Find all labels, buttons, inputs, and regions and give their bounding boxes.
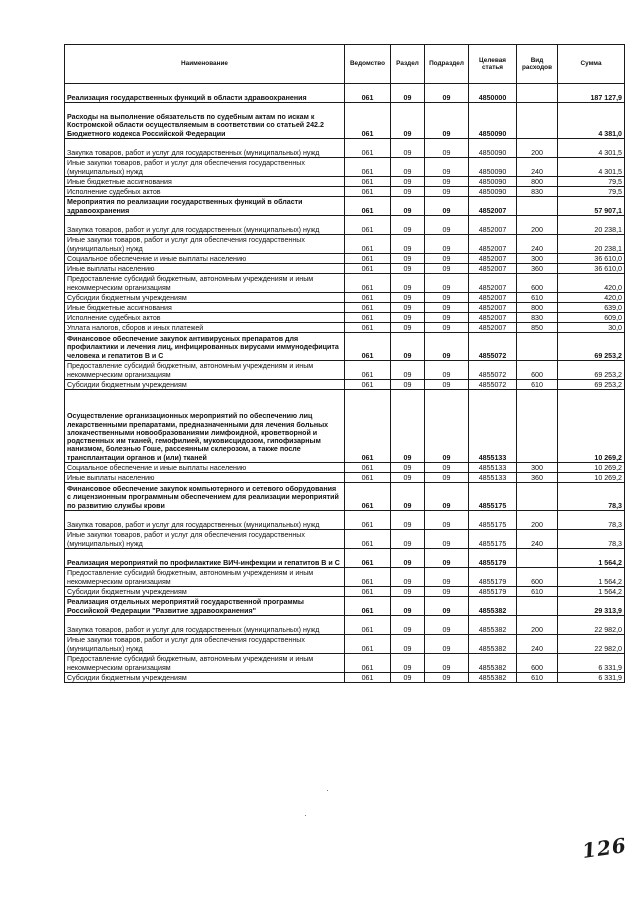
cell-summa: 57 907,1 [558,197,625,216]
cell-vedomstvo: 061 [345,235,391,254]
cell-name: Субсидии бюджетным учреждениям [65,380,345,390]
cell-vedomstvo: 061 [345,177,391,187]
cell-name: Реализация отдельных мероприятий государственной программы Российской Федерации "Развитие здравоохранения" [65,597,345,616]
cell-podrazdel: 09 [425,177,469,187]
cell-razdel: 09 [391,390,425,463]
cell-podrazdel: 09 [425,390,469,463]
cell-vid-raskhodov: 800 [517,303,558,313]
cell-razdel: 09 [391,380,425,390]
cell-vedomstvo: 061 [345,673,391,683]
table-row [65,103,625,139]
cell-celevaya-statya: 4855179 [469,549,517,568]
cell-summa: 78,3 [558,483,625,511]
cell-podrazdel: 09 [425,264,469,274]
cell-podrazdel: 09 [425,597,469,616]
table-row [65,473,625,483]
cell-razdel: 09 [391,673,425,683]
table-row [65,323,625,333]
cell-vid-raskhodov: 600 [517,654,558,673]
cell-vedomstvo: 061 [345,616,391,635]
table-row [65,235,625,254]
cell-razdel: 09 [391,158,425,177]
table-row [65,254,625,264]
cell-celevaya-statya: 4855179 [469,587,517,597]
header-name: Наименование [65,45,345,84]
cell-celevaya-statya: 4850090 [469,103,517,139]
cell-razdel: 09 [391,635,425,654]
table-body [65,84,625,683]
cell-vedomstvo: 061 [345,216,391,235]
cell-summa: 78,3 [558,511,625,530]
cell-celevaya-statya: 4855072 [469,380,517,390]
cell-podrazdel: 09 [425,303,469,313]
cell-vedomstvo: 061 [345,361,391,380]
cell-celevaya-statya: 4855072 [469,361,517,380]
cell-celevaya-statya: 4850090 [469,139,517,158]
cell-razdel: 09 [391,254,425,264]
cell-vid-raskhodov: 600 [517,361,558,380]
table-row [65,390,625,463]
cell-name: Иные закупки товаров, работ и услуг для обеспечения государственных (муниципальных) нужд [65,635,345,654]
cell-vedomstvo: 061 [345,264,391,274]
cell-summa: 20 238,1 [558,235,625,254]
cell-summa: 609,0 [558,313,625,323]
cell-vid-raskhodov: 610 [517,380,558,390]
cell-summa: 6 331,9 [558,654,625,673]
cell-razdel: 09 [391,293,425,303]
cell-name: Мероприятия по реализации государственных функций в области здравоохранения [65,197,345,216]
cell-vedomstvo: 061 [345,380,391,390]
cell-celevaya-statya: 4855179 [469,568,517,587]
scan-speck [327,790,328,791]
cell-podrazdel: 09 [425,511,469,530]
cell-name: Исполнение судебных актов [65,187,345,197]
cell-razdel: 09 [391,139,425,158]
cell-razdel: 09 [391,597,425,616]
cell-vedomstvo: 061 [345,293,391,303]
cell-podrazdel: 09 [425,333,469,361]
cell-summa: 36 610,0 [558,264,625,274]
cell-celevaya-statya: 4852007 [469,235,517,254]
cell-vedomstvo: 061 [345,568,391,587]
cell-name: Иные бюджетные ассигнования [65,177,345,187]
cell-vedomstvo: 061 [345,333,391,361]
table-row [65,483,625,511]
cell-name: Иные закупки товаров, работ и услуг для обеспечения государственных (муниципальных) нужд [65,158,345,177]
cell-name: Закупка товаров, работ и услуг для государственных (муниципальных) нужд [65,511,345,530]
cell-summa: 10 269,2 [558,473,625,483]
cell-podrazdel: 09 [425,380,469,390]
table-row [65,635,625,654]
table-row [65,549,625,568]
cell-name: Закупка товаров, работ и услуг для государственных (муниципальных) нужд [65,216,345,235]
cell-razdel: 09 [391,103,425,139]
cell-podrazdel: 09 [425,274,469,293]
cell-celevaya-statya: 4855382 [469,616,517,635]
table-header-row [65,45,625,84]
cell-summa: 1 564,2 [558,549,625,568]
cell-name: Реализация государственных функций в области здравоохранения [65,84,345,103]
table-row [65,264,625,274]
cell-name: Уплата налогов, сборов и иных платежей [65,323,345,333]
table-row [65,216,625,235]
cell-podrazdel: 09 [425,530,469,549]
table-row [65,139,625,158]
cell-podrazdel: 09 [425,84,469,103]
cell-razdel: 09 [391,549,425,568]
cell-razdel: 09 [391,235,425,254]
cell-celevaya-statya: 4852007 [469,303,517,313]
cell-summa: 79,5 [558,177,625,187]
table-row [65,463,625,473]
cell-vedomstvo: 061 [345,323,391,333]
cell-summa: 420,0 [558,293,625,303]
cell-name: Социальное обеспечение и иные выплаты населению [65,463,345,473]
cell-podrazdel: 09 [425,293,469,303]
table-row [65,380,625,390]
cell-vid-raskhodov: 850 [517,323,558,333]
cell-celevaya-statya: 4855382 [469,635,517,654]
cell-podrazdel: 09 [425,361,469,380]
cell-name: Финансовое обеспечение закупок компьютерного и сетевого оборудования с лицензионным программным обеспечением для реализации мероприятий по развитию службы крови [65,483,345,511]
cell-celevaya-statya: 4852007 [469,274,517,293]
cell-celevaya-statya: 4850090 [469,187,517,197]
table-row [65,333,625,361]
cell-vid-raskhodov: 240 [517,530,558,549]
cell-celevaya-statya: 4855072 [469,333,517,361]
cell-celevaya-statya: 4855175 [469,483,517,511]
cell-name: Иные закупки товаров, работ и услуг для обеспечения государственных (муниципальных) нужд [65,530,345,549]
cell-name: Предоставление субсидий бюджетным, автономным учреждениям и иным некоммерческим организациям [65,361,345,380]
cell-podrazdel: 09 [425,158,469,177]
cell-vedomstvo: 061 [345,473,391,483]
cell-podrazdel: 09 [425,635,469,654]
cell-summa: 10 269,2 [558,390,625,463]
cell-celevaya-statya: 4855175 [469,511,517,530]
cell-celevaya-statya: 4855133 [469,390,517,463]
cell-razdel: 09 [391,177,425,187]
cell-celevaya-statya: 4852007 [469,323,517,333]
cell-summa: 1 564,2 [558,568,625,587]
cell-vedomstvo: 061 [345,597,391,616]
cell-name: Закупка товаров, работ и услуг для государственных (муниципальных) нужд [65,616,345,635]
cell-summa: 20 238,1 [558,216,625,235]
table-row [65,654,625,673]
cell-name: Иные закупки товаров, работ и услуг для обеспечения государственных (муниципальных) нужд [65,235,345,254]
cell-celevaya-statya: 4855133 [469,473,517,483]
cell-razdel: 09 [391,197,425,216]
cell-vid-raskhodov: 800 [517,177,558,187]
cell-vid-raskhodov [517,197,558,216]
cell-name: Субсидии бюджетным учреждениям [65,587,345,597]
cell-vid-raskhodov [517,549,558,568]
cell-summa: 22 982,0 [558,616,625,635]
cell-summa: 78,3 [558,530,625,549]
cell-name: Предоставление субсидий бюджетным, автономным учреждениям и иным некоммерческим организациям [65,274,345,293]
cell-celevaya-statya: 4855175 [469,530,517,549]
cell-razdel: 09 [391,463,425,473]
cell-razdel: 09 [391,361,425,380]
cell-vid-raskhodov: 240 [517,158,558,177]
cell-name: Осуществление организационных мероприятий по обеспечению лиц лекарственными препаратами, предназначенными для лечения больных злокачественными новообразованиями лимфоидной, кроветворной и родственных им тканей, гемофилией, муковисцидозом, гипофизарным нанизмом, болезнью Гоше, рассеянным склерозом, а также после трансплантации органов и (или) тканей [65,390,345,463]
cell-vid-raskhodov: 200 [517,511,558,530]
cell-summa: 1 564,2 [558,587,625,597]
cell-vid-raskhodov: 200 [517,139,558,158]
cell-podrazdel: 09 [425,139,469,158]
cell-vid-raskhodov [517,483,558,511]
cell-vedomstvo: 061 [345,197,391,216]
cell-vid-raskhodov [517,84,558,103]
table-row [65,673,625,683]
cell-vid-raskhodov: 610 [517,673,558,683]
cell-summa: 29 313,9 [558,597,625,616]
cell-vedomstvo: 061 [345,187,391,197]
cell-vid-raskhodov: 830 [517,187,558,197]
cell-razdel: 09 [391,274,425,293]
cell-celevaya-statya: 4852007 [469,254,517,264]
cell-podrazdel: 09 [425,323,469,333]
cell-vedomstvo: 061 [345,549,391,568]
cell-summa: 639,0 [558,303,625,313]
cell-name: Финансовое обеспечение закупок антивирусных препаратов для профилактики и лечения лиц, инфицированных вирусами иммунодефицита человека и гепатитов В и С [65,333,345,361]
cell-summa: 4 301,5 [558,139,625,158]
cell-summa: 4 381,0 [558,103,625,139]
cell-vid-raskhodov: 610 [517,587,558,597]
scan-speck [305,815,306,816]
cell-celevaya-statya: 4852007 [469,293,517,303]
cell-vid-raskhodov: 240 [517,235,558,254]
cell-podrazdel: 09 [425,673,469,683]
cell-razdel: 09 [391,511,425,530]
cell-vid-raskhodov [517,333,558,361]
table-row [65,303,625,313]
table-row [65,187,625,197]
cell-razdel: 09 [391,333,425,361]
cell-vid-raskhodov: 610 [517,293,558,303]
cell-razdel: 09 [391,483,425,511]
cell-celevaya-statya: 4852007 [469,216,517,235]
cell-vedomstvo: 061 [345,511,391,530]
cell-vedomstvo: 061 [345,530,391,549]
cell-name: Субсидии бюджетным учреждениям [65,673,345,683]
cell-podrazdel: 09 [425,463,469,473]
cell-name: Исполнение судебных актов [65,313,345,323]
cell-razdel: 09 [391,616,425,635]
table-row [65,511,625,530]
cell-name: Закупка товаров, работ и услуг для государственных (муниципальных) нужд [65,139,345,158]
cell-razdel: 09 [391,587,425,597]
cell-podrazdel: 09 [425,216,469,235]
cell-podrazdel: 09 [425,254,469,264]
cell-razdel: 09 [391,303,425,313]
cell-summa: 69 253,2 [558,380,625,390]
cell-celevaya-statya: 4850090 [469,158,517,177]
cell-podrazdel: 09 [425,549,469,568]
cell-vid-raskhodov: 200 [517,616,558,635]
cell-vid-raskhodov: 830 [517,313,558,323]
cell-podrazdel: 09 [425,187,469,197]
cell-vedomstvo: 061 [345,313,391,323]
cell-vid-raskhodov: 240 [517,635,558,654]
cell-razdel: 09 [391,568,425,587]
cell-summa: 36 610,0 [558,254,625,264]
cell-celevaya-statya: 4855382 [469,673,517,683]
cell-vid-raskhodov [517,597,558,616]
cell-name: Иные выплаты населению [65,473,345,483]
cell-razdel: 09 [391,530,425,549]
table-row [65,313,625,323]
cell-podrazdel: 09 [425,616,469,635]
cell-name: Иные выплаты населению [65,264,345,274]
table-row [65,84,625,103]
cell-vedomstvo: 061 [345,84,391,103]
cell-vedomstvo: 061 [345,254,391,264]
table-row [65,568,625,587]
cell-vedomstvo: 061 [345,483,391,511]
page-number: 126 [580,833,629,863]
cell-name: Расходы на выполнение обязательств по судебным актам по искам к Костромской области осуществляемым в соответствии со статьей 242.2 Бюджетного кодекса Российской Федерации [65,103,345,139]
cell-name: Иные бюджетные ассигнования [65,303,345,313]
cell-podrazdel: 09 [425,313,469,323]
cell-vid-raskhodov: 360 [517,473,558,483]
cell-podrazdel: 09 [425,654,469,673]
cell-vid-raskhodov [517,103,558,139]
cell-celevaya-statya: 4855382 [469,654,517,673]
cell-vedomstvo: 061 [345,390,391,463]
header-podrazdel: Подраздел [425,45,469,84]
cell-name: Субсидии бюджетным учреждениям [65,293,345,303]
cell-celevaya-statya: 4850090 [469,177,517,187]
cell-podrazdel: 09 [425,197,469,216]
cell-summa: 22 982,0 [558,635,625,654]
cell-summa: 69 253,2 [558,361,625,380]
cell-name: Предоставление субсидий бюджетным, автономным учреждениям и иным некоммерческим организациям [65,568,345,587]
cell-razdel: 09 [391,654,425,673]
table-row [65,587,625,597]
cell-podrazdel: 09 [425,103,469,139]
cell-celevaya-statya: 4855133 [469,463,517,473]
table-row [65,197,625,216]
budget-table [64,44,625,683]
cell-celevaya-statya: 4852007 [469,197,517,216]
table-row [65,177,625,187]
cell-summa: 30,0 [558,323,625,333]
cell-vid-raskhodov: 600 [517,274,558,293]
cell-summa: 6 331,9 [558,673,625,683]
header-vedomstvo: Ведомство [345,45,391,84]
cell-vedomstvo: 061 [345,463,391,473]
cell-vedomstvo: 061 [345,587,391,597]
table-row [65,616,625,635]
cell-razdel: 09 [391,473,425,483]
cell-vedomstvo: 061 [345,654,391,673]
table-row [65,361,625,380]
cell-summa: 420,0 [558,274,625,293]
cell-name: Социальное обеспечение и иные выплаты населению [65,254,345,264]
cell-podrazdel: 09 [425,568,469,587]
cell-summa: 10 269,2 [558,463,625,473]
cell-vid-raskhodov: 360 [517,264,558,274]
header-summa: Сумма [558,45,625,84]
cell-razdel: 09 [391,313,425,323]
cell-podrazdel: 09 [425,483,469,511]
table-row [65,274,625,293]
cell-podrazdel: 09 [425,473,469,483]
table-row [65,597,625,616]
cell-celevaya-statya: 4855382 [469,597,517,616]
cell-vedomstvo: 061 [345,635,391,654]
cell-razdel: 09 [391,84,425,103]
table-row [65,530,625,549]
cell-razdel: 09 [391,187,425,197]
cell-razdel: 09 [391,323,425,333]
cell-vedomstvo: 061 [345,303,391,313]
header-celevaya-statya: Целевая статья [469,45,517,84]
cell-summa: 79,5 [558,187,625,197]
header-vid-raskhodov: Вид расходов [517,45,558,84]
cell-vedomstvo: 061 [345,158,391,177]
cell-summa: 4 301,5 [558,158,625,177]
cell-vid-raskhodov: 600 [517,568,558,587]
cell-vedomstvo: 061 [345,139,391,158]
cell-podrazdel: 09 [425,587,469,597]
header-razdel: Раздел [391,45,425,84]
cell-celevaya-statya: 4850000 [469,84,517,103]
cell-summa: 69 253,2 [558,333,625,361]
cell-podrazdel: 09 [425,235,469,254]
table-row [65,158,625,177]
cell-vid-raskhodov: 300 [517,463,558,473]
cell-razdel: 09 [391,216,425,235]
table-row [65,293,625,303]
cell-celevaya-statya: 4852007 [469,264,517,274]
cell-vid-raskhodov: 300 [517,254,558,264]
cell-vedomstvo: 061 [345,274,391,293]
cell-vedomstvo: 061 [345,103,391,139]
cell-vid-raskhodov [517,390,558,463]
cell-vid-raskhodov: 200 [517,216,558,235]
cell-razdel: 09 [391,264,425,274]
cell-summa: 187 127,9 [558,84,625,103]
cell-name: Реализация мероприятий по профилактике ВИЧ-инфекции и гепатитов В и С [65,549,345,568]
cell-name: Предоставление субсидий бюджетным, автономным учреждениям и иным некоммерческим организациям [65,654,345,673]
cell-celevaya-statya: 4852007 [469,313,517,323]
